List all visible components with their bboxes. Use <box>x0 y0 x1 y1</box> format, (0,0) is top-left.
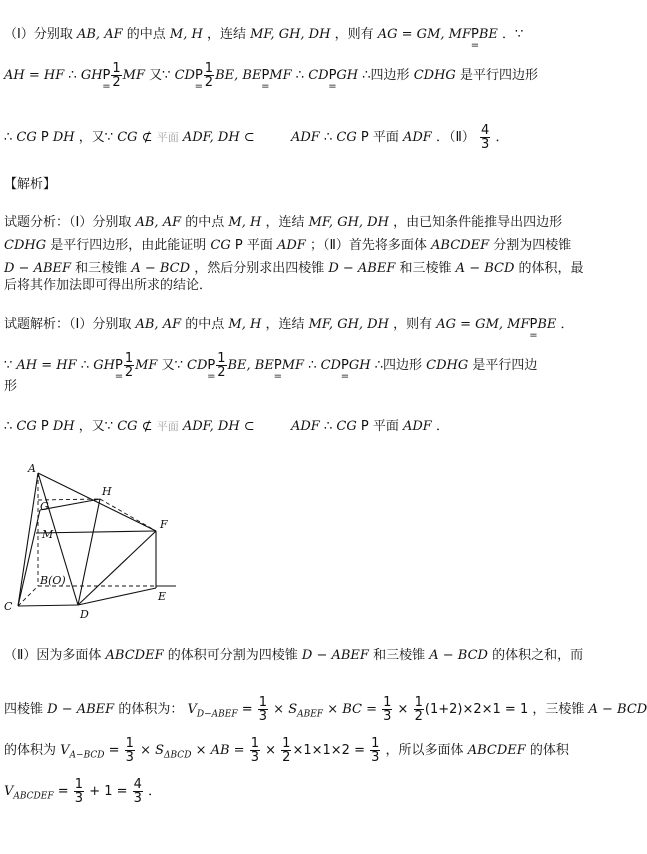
text: ∴ <box>323 130 333 145</box>
faded-text: 平面 <box>156 420 179 433</box>
parallel-symbol: P = <box>273 358 282 382</box>
text: （Ⅰ）分别取 <box>4 27 73 42</box>
math: MF, GH, DH <box>308 317 389 332</box>
part2-line-2 <box>4 696 647 724</box>
parallel-eq-symbol: P = <box>529 317 538 341</box>
math: GH <box>80 68 103 83</box>
math: CG <box>16 130 37 145</box>
detail-line-4: ∴ CG P DH ，又∵ CG ⊄ 平面 ADF, DH ⊂ ADF ∴ CG P 平面 ADF ． <box>4 419 449 434</box>
math: V <box>60 743 70 758</box>
math: × BC = <box>327 702 377 717</box>
math: D − ABEF <box>4 261 72 276</box>
text: （Ⅱ）因为多面体 <box>4 648 102 663</box>
text: 的中点 <box>185 215 225 230</box>
math: GH <box>93 358 115 373</box>
math: AB, AF <box>135 215 182 230</box>
math: A − BCD <box>588 702 647 717</box>
text: 和三棱锥 <box>399 261 452 276</box>
text: ，三棱锥 <box>532 702 585 717</box>
math: CD <box>187 358 208 373</box>
parallel-eq-symbol: P = <box>102 68 111 92</box>
text: ，然后分别求出四棱锥 <box>194 261 325 276</box>
text: 平面 <box>372 130 399 145</box>
text: 试题分析：（Ⅰ）分别取 <box>4 215 132 230</box>
text: ×1×1×2 = <box>292 743 365 758</box>
fraction: $\frac{1}{3}$ <box>371 736 380 765</box>
label-A: A <box>28 462 36 475</box>
edge-MF <box>36 531 156 533</box>
text: + 1 = <box>89 784 128 799</box>
text: 是平行四边形 <box>459 68 538 83</box>
detail-line-2 <box>4 351 538 382</box>
fraction: $\frac{1}{3}$ <box>258 695 268 724</box>
detail-line-3: 形 <box>4 379 18 394</box>
text: ，又∵ <box>78 130 114 145</box>
figure-hidden-edges <box>18 473 156 606</box>
text: ．（Ⅱ） <box>435 130 475 145</box>
text: 的体积为 <box>4 743 57 758</box>
polyhedron-figure <box>4 458 194 623</box>
text: 的体积之和，而 <box>492 648 584 663</box>
edge-GH <box>40 499 100 510</box>
label-D: D <box>80 608 89 621</box>
solution-line-3: ∴ CG P DH ，又∵ CG ⊄ 平面 ADF, DH ⊂ ADF ∴ CG P 平面 ADF ．（Ⅱ） $\frac{4}{3}$ ． <box>4 123 509 152</box>
text: ，则有 <box>393 317 433 332</box>
fraction: $\frac{1}{3}$ <box>74 777 84 806</box>
text: ．∵ <box>502 27 524 42</box>
math: ADF <box>403 419 432 434</box>
math: ADF, DH ⊂ <box>182 130 255 145</box>
text: ，由已知条件能推导出四边形 <box>393 215 563 230</box>
text: 平面 <box>372 419 399 434</box>
math: A − BCD <box>429 648 488 663</box>
subscript: ABCDEF <box>13 791 54 802</box>
text: ∴ <box>323 419 333 434</box>
solution-line-1 <box>4 26 524 51</box>
text: ∵ <box>4 358 13 373</box>
fraction: $\frac{1}{2}$ <box>217 351 226 380</box>
text: 分割为四棱锥 <box>493 238 572 253</box>
math: D − ABEF <box>328 261 396 276</box>
edge-DE <box>78 588 156 605</box>
math: ABCDEF <box>431 238 490 253</box>
math: ADF <box>277 238 306 253</box>
text: ；（Ⅱ）首先将多面体 <box>309 238 427 253</box>
math: × AB = <box>195 743 245 758</box>
math: M, H <box>228 317 262 332</box>
edge-AC <box>18 473 38 606</box>
math: GH <box>348 358 371 373</box>
math: CDHG <box>426 358 469 373</box>
text: ． <box>560 317 574 332</box>
text: × <box>265 743 277 758</box>
parallel-eq-symbol: P = <box>340 358 350 382</box>
math: GH <box>336 68 359 83</box>
math: ADF <box>290 130 320 145</box>
math: × S <box>273 702 298 717</box>
parallel-symbol: P = <box>261 68 270 92</box>
text: ，连结 <box>265 215 305 230</box>
math: ADF <box>290 419 320 434</box>
math: BE <box>478 27 498 42</box>
text: ． <box>495 130 509 145</box>
edge-HF <box>100 499 156 531</box>
math: CDHG <box>413 68 456 83</box>
math: AH = HF <box>4 68 65 83</box>
subscript: ΔBCD <box>164 750 192 761</box>
text: 的中点 <box>185 317 225 332</box>
text: ∴ <box>4 419 13 434</box>
math: MF <box>122 68 146 83</box>
text: ∴四边形 <box>374 358 422 373</box>
fraction: $\frac{1}{2}$ <box>282 736 291 765</box>
parallel-eq-symbol: P = <box>328 68 337 92</box>
math: CD <box>308 68 329 83</box>
text: = <box>241 702 253 717</box>
analysis-heading: 【解析】 <box>4 177 57 192</box>
math: DH <box>52 130 75 145</box>
math: CG <box>336 130 357 145</box>
text: 和三棱锥 <box>75 261 128 276</box>
math: MF <box>135 358 158 373</box>
parallel-eq-symbol: P = <box>194 68 204 92</box>
math: BE <box>537 317 557 332</box>
text: ，所以多面体 <box>385 743 464 758</box>
math: AG = GM, MF <box>436 317 530 332</box>
fraction: $\frac{1}{3}$ <box>250 736 259 765</box>
fraction: $\frac{1}{3}$ <box>125 736 134 765</box>
math: CG <box>210 238 231 253</box>
text: ，连结 <box>265 317 305 332</box>
math: A − BCD <box>455 261 515 276</box>
math: CG <box>16 419 37 434</box>
math: MF <box>269 68 292 83</box>
math: ABCDEF <box>467 743 526 758</box>
label-M: M <box>42 528 54 541</box>
fraction: $\frac{1}{3}$ <box>383 695 392 724</box>
math: AB, AF <box>76 27 123 42</box>
edge-CG <box>18 510 40 606</box>
text: ，连结 <box>206 27 246 42</box>
math: MF <box>281 358 305 373</box>
math: AG = GM, MF <box>377 27 471 42</box>
label-F: F <box>160 518 168 531</box>
math: BE, BE <box>215 68 262 83</box>
text: ∴ <box>80 358 90 373</box>
solution-line-2 <box>4 61 538 92</box>
subscript: A−BCD <box>69 750 105 761</box>
text: 试题解析：（Ⅰ）分别取 <box>4 317 132 332</box>
math: CD <box>174 68 195 83</box>
text: = <box>108 743 120 758</box>
math: CDHG <box>4 238 47 253</box>
analysis-line-3 <box>4 260 584 278</box>
math: ADF, DH ⊂ <box>182 419 255 434</box>
text: 又∵ <box>161 358 183 373</box>
parallel-eq-symbol: P = <box>470 27 480 51</box>
part2-line-1 <box>4 647 583 665</box>
faded-text: 平面 <box>156 131 179 144</box>
text: 的体积为： <box>118 702 184 717</box>
text: ，又∵ <box>78 419 114 434</box>
math: M, H <box>228 215 262 230</box>
math: ADF <box>403 130 432 145</box>
math: V <box>187 702 197 717</box>
text: (1+2)×2×1 = 1 <box>424 702 529 717</box>
text: ． <box>435 419 449 434</box>
math: A − BCD <box>131 261 191 276</box>
label-H: H <box>102 485 112 498</box>
math: D − ABEF <box>301 648 369 663</box>
label-G: G <box>40 500 49 513</box>
edge-DH <box>78 499 100 605</box>
part2-line-4 <box>4 778 161 806</box>
math: MF, GH, DH <box>250 27 331 42</box>
parallel-eq-symbol: P = <box>114 358 124 382</box>
edge-DF <box>78 531 156 605</box>
math: V <box>4 784 14 799</box>
label-B: B(O) <box>40 574 66 587</box>
analysis-line-4: 后将其作加法即可得出所求的结论． <box>4 278 213 293</box>
detail-line-1 <box>4 316 574 341</box>
text: ． <box>148 784 162 799</box>
subscript: D−ABEF <box>196 709 238 720</box>
math: AB, AF <box>135 317 182 332</box>
fraction: $\frac{1}{2}$ <box>414 695 423 724</box>
subscript: ABEF <box>297 709 324 720</box>
edge-CD <box>18 605 78 606</box>
text: ∴四边形 <box>362 68 410 83</box>
label-E: E <box>158 590 167 603</box>
text: 的体积 <box>529 743 569 758</box>
math: CD <box>320 358 341 373</box>
text: 是平行四边形，由此能证明 <box>50 238 207 253</box>
math: D − ABEF <box>47 702 115 717</box>
fraction: $\frac{4}{3}$ <box>133 777 142 806</box>
fraction: $\frac{1}{2}$ <box>204 61 214 90</box>
math: CG ⊄ <box>117 130 153 145</box>
math: CG ⊄ <box>117 419 153 434</box>
math: BE, BE <box>227 358 274 373</box>
analysis-line-1 <box>4 214 562 232</box>
fraction: $\frac{1}{2}$ <box>124 351 134 380</box>
math: MF, GH, DH <box>308 215 389 230</box>
edge-AF <box>38 473 156 531</box>
text: 平面 <box>246 238 273 253</box>
math: ABCDEF <box>105 648 164 663</box>
label-C: C <box>4 600 13 613</box>
answer-fraction: $\frac{4}{3}$ <box>481 123 490 152</box>
math: AH = HF <box>16 358 77 373</box>
text: 是平行四边 <box>472 358 538 373</box>
text: 的中点 <box>126 27 166 42</box>
text: ，则有 <box>334 27 374 42</box>
fraction: $\frac{1}{2}$ <box>112 61 121 90</box>
text: 和三棱锥 <box>373 648 426 663</box>
text: 四棱锥 <box>4 702 44 717</box>
text: 的体积，最 <box>518 261 584 276</box>
part2-line-3 <box>4 737 569 765</box>
text: ∴ <box>295 68 305 83</box>
text: 又∵ <box>149 68 171 83</box>
text: = <box>57 784 69 799</box>
math: DH <box>52 419 75 434</box>
math: M, H <box>169 27 203 42</box>
parallel-eq-symbol: P = <box>207 358 216 382</box>
math: CG <box>336 419 357 434</box>
text: × <box>397 702 409 717</box>
math: × S <box>140 743 165 758</box>
text: ∴ <box>4 130 13 145</box>
analysis-line-2: CDHG 是平行四边形，由此能证明 CG P 平面 ADF ；（Ⅱ）首先将多面体 ABCDEF 分割为四棱锥 <box>4 238 572 253</box>
text: 的体积可分割为四棱锥 <box>167 648 298 663</box>
text: ∴ <box>68 68 77 83</box>
text: ∴ <box>308 358 317 373</box>
